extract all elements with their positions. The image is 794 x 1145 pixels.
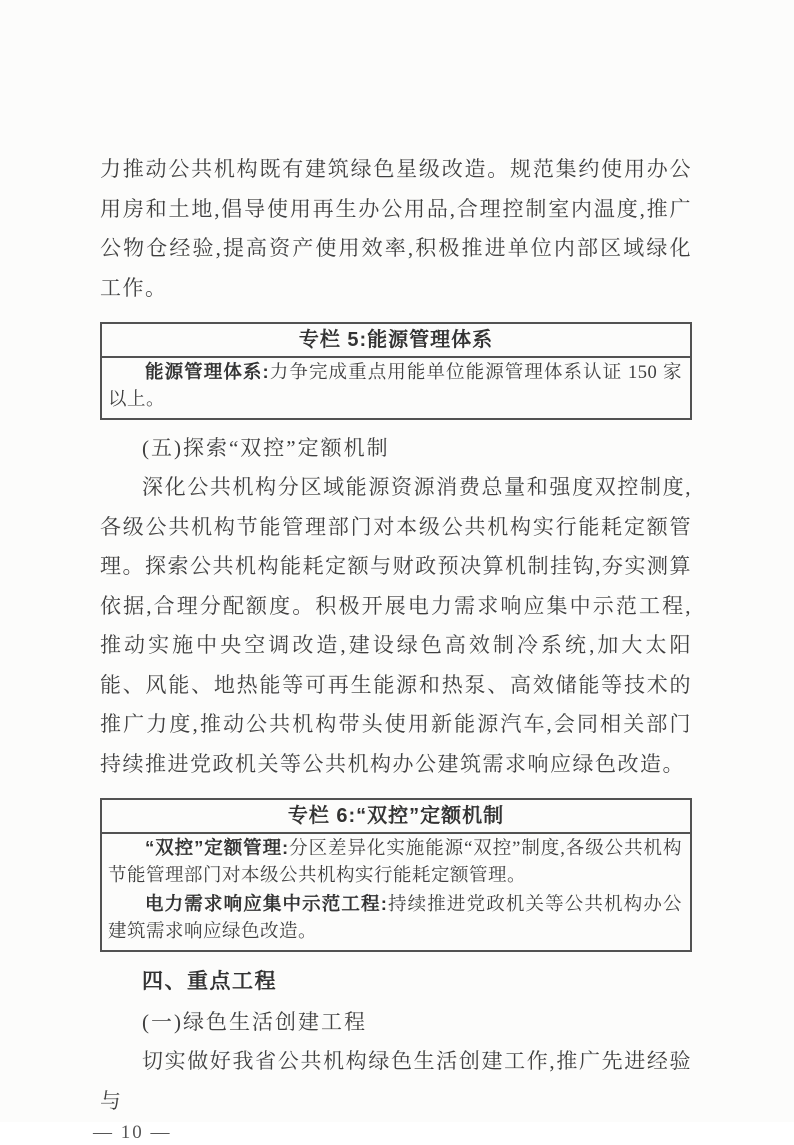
callout-box-5-body — [102, 358, 690, 418]
box6-item-2-label: 电力需求响应集中示范工程: — [145, 893, 388, 914]
box6-item-1-label: “双控”定额管理: — [145, 837, 289, 858]
subsection-heading-1: (一)绿色生活创建工程 — [142, 1010, 367, 1034]
box6-item-1-text: 分区差异化实施能源“双控”制度,各级公共机构节能管理部门对本级公共机构实行能耗定额管理。 — [108, 839, 682, 886]
box5-item-label: 能源管理体系: — [145, 361, 270, 382]
box6-item-2-text: 持续推进党政机关等公共机构办公建筑需求响应绿色改造。 — [108, 895, 682, 942]
box5-item-energy-system — [108, 358, 682, 414]
box5-item-text: 力争完成重点用能单位能源管理体系认证 150 家以上。 — [108, 363, 682, 410]
chapter-heading-4: 四、重点工程 — [142, 970, 277, 993]
page-number: — 10 — — [93, 1122, 172, 1143]
paragraph-green-life: 切实做好我省公共机构绿色生活创建工作,推广先进经验与 — [100, 1049, 692, 1113]
callout-box-6 — [100, 798, 692, 952]
section-heading-5: (五)探索“双控”定额机制 — [142, 436, 390, 460]
callout-box-6-title: 专栏 6:“双控”定额机制 — [102, 800, 690, 834]
paragraph-dual-control: 深化公共机构分区域能源资源消费总量和强度双控制度,各级公共机构节能管理部门对本级公共机构实行能耗定额管理。探索公共机构能耗定额与财政预决算机制挂钩,夯实测算依据,合理分配额度。积极开展电力需求响应集中示范工程,推动实施中央空调改造,建设绿色高效制冷系统,加大太阳能、风能、地热能等可再生能源和热泵、高效储能等技术的推广力度,推动公共机构带头使用新能源汽车,会同相关部门持续推进党政机关等公共机构办公建筑需求响应绿色改造。 — [100, 475, 692, 776]
page-content — [93, 0, 692, 1145]
paragraph-building-retrofit: 力推动公共机构既有建筑绿色星级改造。规范集约使用办公用房和土地,倡导使用再生办公用品,合理控制室内温度,推广公物仓经验,提高资产使用效率,积极推进单位内部区域绿化工作。 — [100, 157, 692, 300]
box6-item-power-demand — [108, 890, 682, 946]
callout-box-6-body — [102, 834, 690, 950]
callout-box-5 — [100, 322, 692, 420]
box6-item-quota-management — [108, 834, 682, 890]
callout-box-5-title: 专栏 5:能源管理体系 — [102, 324, 690, 358]
